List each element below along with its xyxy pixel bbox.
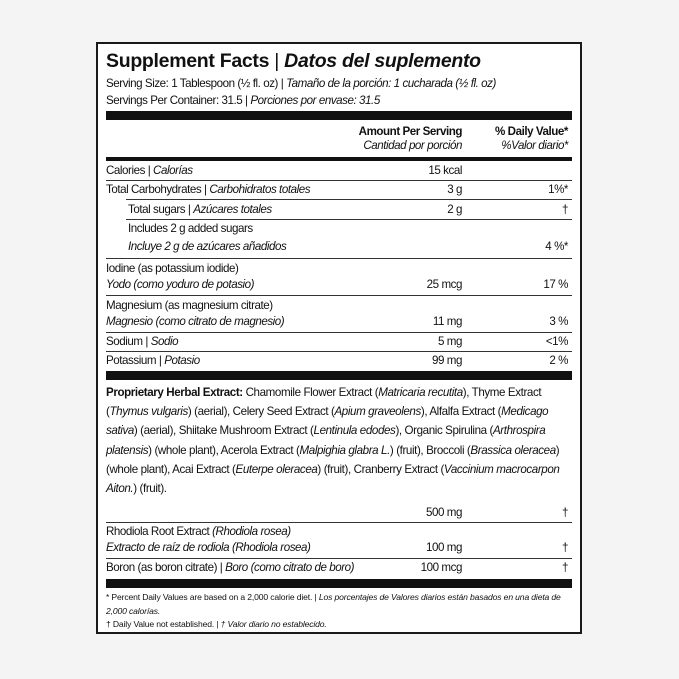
sodium-dv: <1%	[545, 335, 568, 348]
daily-value-header-es	[501, 139, 568, 153]
calories-es: Calorías	[153, 164, 193, 177]
blend-text: ) (aerial), Celery Seed Extract (	[187, 405, 335, 419]
iodine-es: Yodo (como yoduro de potasio)	[106, 278, 255, 291]
sugars-label	[128, 203, 272, 217]
amount-per-serving-header: Amount Per Serving	[358, 125, 462, 138]
rhodiola-en: Rhodiola Root Extract	[106, 525, 213, 538]
servings-per-container	[106, 94, 380, 107]
footnote-2-en: † Daily Value not established. |	[106, 619, 221, 629]
footnote-dv-not-established	[106, 618, 576, 632]
blend-text: ) (fruit), Broccoli (	[389, 443, 471, 457]
blend-latin: Lentinula edodes	[313, 424, 396, 438]
iodine-dv: 17 %	[543, 278, 568, 291]
row-divider	[126, 219, 572, 220]
servings-per-es: Porciones por envase: 31.5	[250, 94, 380, 107]
row-divider	[126, 199, 572, 200]
blend-text: ), Thyme Extract (	[106, 386, 542, 419]
calories-label	[106, 164, 193, 178]
footnote-1-en: * Percent Daily Values are based on a 2,000 calorie diet. |	[106, 592, 319, 602]
calories-amount: 15 kcal	[428, 164, 462, 177]
thick-divider	[106, 579, 572, 588]
serving-size-es: Tamaño de la porción: 1 cucharada (½ fl. oz)	[286, 77, 496, 90]
panel-title	[106, 50, 481, 73]
blend-text: ), Alfalfa Extract (	[420, 405, 502, 419]
title-en: Supplement Facts	[106, 50, 270, 72]
blend-dv: †	[562, 506, 568, 519]
footnote-percent-dv	[106, 591, 576, 618]
blend-text: ) (fruit).	[133, 482, 167, 496]
boron-amount: 100 mcg	[420, 561, 462, 574]
rhodiola-amount: 100 mg	[426, 541, 462, 554]
row-divider	[106, 522, 572, 523]
potassium-amount: 99 mg	[432, 354, 462, 367]
blend-label: Proprietary Herbal Extract:	[106, 386, 243, 399]
rhodiola-es: Extracto de raíz de rodiola (Rhodiola rosea)	[106, 541, 311, 554]
potassium-es: Potasio	[164, 354, 200, 367]
sugars-es: Azúcares totales	[193, 203, 272, 216]
serving-size	[106, 77, 496, 90]
supplement-facts-panel	[96, 42, 582, 634]
magnesium-es: Magnesio (como citrato de magnesio)	[106, 315, 285, 328]
footnote-2-es: † Valor diario no establecido.	[220, 619, 327, 629]
blend-latin: Matricaria recutita	[378, 386, 463, 399]
blend-latin: Arthrospira platensis	[106, 424, 546, 457]
row-divider	[106, 295, 572, 296]
blend-text: Chamomile Flower Extract (	[242, 386, 379, 399]
boron-label	[106, 561, 354, 575]
blend-amount: 500 mg	[426, 506, 462, 519]
iodine-amount: 25 mcg	[426, 278, 462, 291]
added-sugars-label: Includes 2 g added sugars	[128, 222, 253, 235]
sodium-es: Sodio	[150, 335, 179, 348]
rhodiola-dv: †	[562, 541, 568, 554]
row-divider	[106, 258, 572, 259]
blend-latin: Medicago sativa	[106, 405, 549, 438]
potassium-en: Potassium |	[106, 354, 165, 367]
serving-size-en: Serving Size: 1 Tablespoon (½ fl. oz) |	[106, 77, 287, 90]
proprietary-blend-text	[106, 383, 572, 498]
boron-dv: †	[562, 561, 568, 574]
iodine-label-es	[106, 278, 254, 292]
amount-header-es-text: Cantidad por porción	[363, 139, 462, 152]
iodine-label: Iodine (as potassium iodide)	[106, 262, 239, 275]
sugars-amount: 2 g	[447, 203, 462, 216]
carbs-amount: 3 g	[447, 183, 462, 196]
footnote-1-es: Los porcentajes de Valores diarios están basados en una dieta de 2,000 calorías.	[106, 592, 561, 616]
blend-text: ) (fruit), Cranberry Extract (	[317, 462, 444, 476]
boron-es: Boro (como citrato de boro)	[225, 561, 355, 574]
thick-divider	[106, 111, 572, 120]
blend-latin: Vaccinium macrocarpon Aiton.	[106, 462, 560, 496]
blend-latin: Brassica oleracea	[470, 443, 556, 457]
row-divider	[106, 180, 572, 181]
potassium-label	[106, 354, 200, 368]
thick-divider	[106, 371, 572, 380]
medium-divider	[106, 157, 572, 161]
daily-value-header: % Daily Value*	[495, 125, 568, 138]
blend-text: ), Organic Spirulina (	[395, 424, 493, 438]
added-sugars-label-es	[128, 240, 286, 254]
row-divider	[106, 332, 572, 333]
magnesium-dv: 3 %	[549, 315, 568, 328]
magnesium-label: Magnesium (as magnesium citrate)	[106, 299, 273, 312]
blend-text: ) (aerial), Shiitake Mushroom Extract (	[133, 424, 314, 438]
sodium-en: Sodium |	[106, 335, 151, 348]
carbs-dv: 1%*	[548, 183, 568, 196]
added-sugars-es: Incluye 2 g de azúcares añadidos	[128, 240, 287, 253]
magnesium-label-es	[106, 315, 284, 329]
title-es: Datos del suplemento	[284, 50, 481, 72]
sugars-dv: †	[562, 203, 568, 216]
servings-per-en: Servings Per Container: 31.5 |	[106, 94, 251, 107]
amount-per-serving-header-es	[363, 139, 462, 153]
rhodiola-latin: (Rhodiola rosea)	[212, 525, 291, 538]
blend-latin: Thymus vulgaris	[109, 405, 188, 419]
calories-en: Calories |	[106, 164, 154, 177]
carbs-en: Total Carbohydrates |	[106, 183, 210, 196]
blend-latin: Euterpe oleracea	[235, 462, 318, 476]
carbs-es: Carbohidratos totales	[209, 183, 311, 196]
sodium-label	[106, 335, 178, 349]
sodium-amount: 5 mg	[438, 335, 462, 348]
boron-en: Boron (as boron citrate) |	[106, 561, 226, 574]
row-divider	[106, 558, 572, 559]
blend-text: ) (whole plant), Acerola Extract (	[148, 443, 300, 457]
potassium-dv: 2 %	[549, 354, 568, 367]
blend-text: ) (whole plant), Acai Extract (	[106, 443, 560, 476]
added-sugars-dv: 4 %*	[545, 240, 568, 253]
blend-latin: Malpighia glabra L.	[299, 443, 390, 457]
dv-header-es-text: %Valor diario*	[501, 139, 568, 152]
rhodiola-label-es	[106, 541, 310, 555]
carbs-label	[106, 183, 310, 197]
sugars-en: Total sugars |	[128, 203, 194, 216]
row-divider	[106, 351, 572, 352]
blend-latin: Apium graveolens	[334, 405, 421, 419]
title-separator: |	[269, 50, 285, 72]
magnesium-amount: 11 mg	[432, 315, 462, 328]
rhodiola-label	[106, 525, 291, 539]
